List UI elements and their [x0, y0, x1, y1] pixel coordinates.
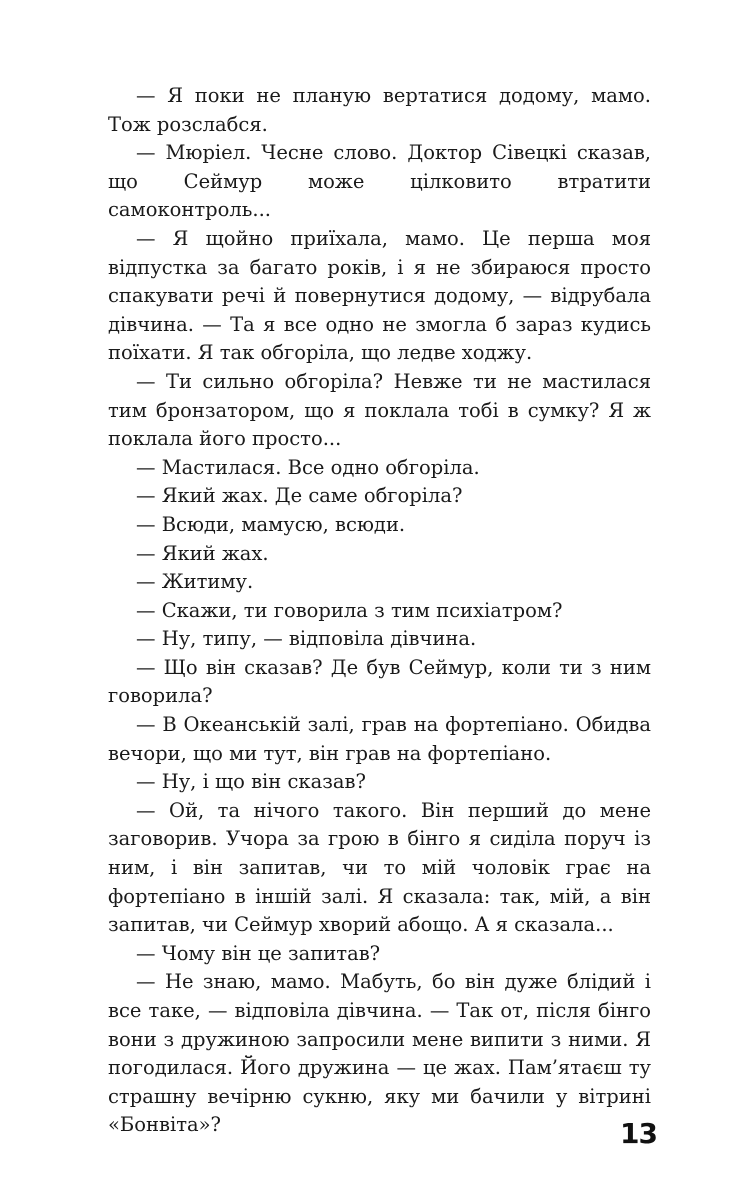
paragraph: — Я щойно приїхала, мамо. Це перша моя відпустка за багато років, і я не збираюся просто спакувати речі й повернутися додому, — відрубала дівчина. — Та я все одно не змогла б зараз кудись поїхати. Я так обгоріла, що ледве ходжу.	[108, 226, 651, 365]
paragraph: — Який жах. Де саме обгоріла?	[136, 484, 463, 508]
paragraph: — Ти сильно обгоріла? Невже ти не мастилася тим бронзатором, що я поклала тобі в сумку? Я ж поклала його просто...	[108, 369, 651, 451]
paragraph: — Чому він це запитав?	[136, 941, 381, 965]
paragraph: — Мюріел. Чесне слово. Доктор Сівецкі сказав, що Сеймур може цілковито втратити самоконтроль...	[108, 141, 651, 222]
paragraph: — В Океанській залі, грав на фортепіано. Обидва вечори, що ми тут, він грав на фортепіано.	[108, 713, 651, 765]
paragraph: — Житиму.	[136, 570, 254, 594]
body-text	[108, 82, 651, 1140]
paragraph: — Ну, і що він сказав?	[136, 770, 366, 794]
paragraph: — Мастилася. Все одно обгоріла.	[136, 455, 480, 479]
paragraph: — Ой, та нічого такого. Він перший до мене заговорив. Учора за грою в бінго я сиділа поруч із ним, і він запитав, чи то мій чоловік грає на фортепіано в іншій залі. Я сказала: так, мій, а він запитав, чи Сеймур хворий абощо. А я сказала...	[108, 798, 651, 937]
paragraph: — Скажи, ти говорила з тим психіатром?	[136, 598, 563, 622]
paragraph: — Не знаю, мамо. Мабуть, бо він дуже блідий і все таке, — відповіла дівчина. — Так от, після бінго вони з дружиною запросили мене випити з ними. Я погодилася. Його дружина — це жах. Пам’ятаєш ту страшну вечірню сукню, яку ми бачили у вітрині «Бонвіта»?	[108, 970, 651, 1137]
paragraph: — Який жах.	[136, 541, 269, 565]
paragraph: — Що він сказав? Де був Сеймур, коли ти з ним говорила?	[108, 655, 651, 708]
paragraph: — Я поки не планую вертатися додому, мамо. Тож розслабся.	[108, 84, 651, 136]
paragraph: — Ну, типу, — відповіла дівчина.	[136, 627, 477, 651]
page-number: 13	[620, 1117, 657, 1150]
paragraph: — Всюди, мамусю, всюди.	[136, 512, 406, 536]
